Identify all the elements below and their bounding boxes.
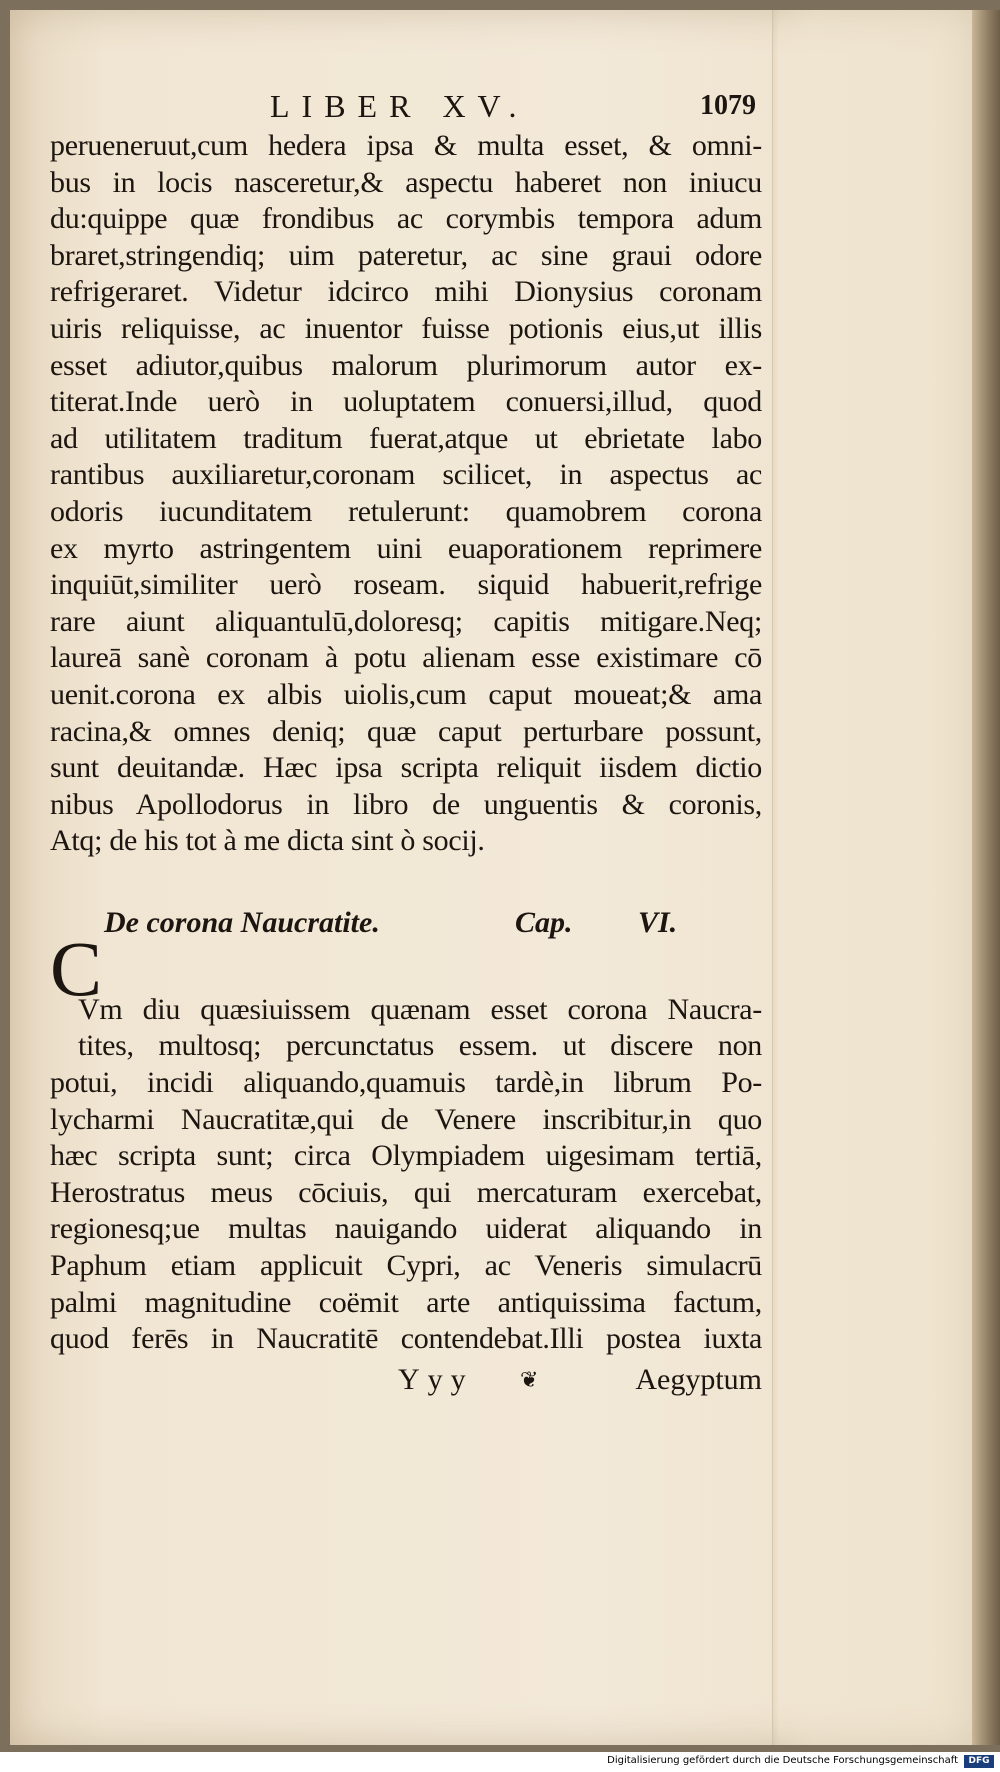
- text-line: sunt deuitandæ. Hæc ipsa scripta reliquit iisdem dictio: [50, 751, 762, 785]
- drop-capital: C: [50, 925, 103, 1012]
- paragraph-before-chapter: [50, 128, 762, 860]
- text-line: refrigeraret. Videtur idcirco mihi Dionysius coronam: [50, 275, 762, 309]
- signature-mark: Yyy: [398, 1362, 474, 1396]
- text-line: hæc scripta sunt; circa Olympiadem uigesimam tertiā,: [50, 1139, 762, 1173]
- page-number: 1079: [700, 90, 756, 121]
- text-line: nibus Apollodorus in libro de unguentis & coronis,: [50, 787, 762, 821]
- text-line: rantibus auxiliaretur,coronam scilicet, in aspectus ac: [50, 458, 762, 492]
- text-line: esset adiutor,quibus malorum plurimorum autor ex-: [50, 348, 762, 382]
- text-line: quod ferēs in Naucratitē contendebat.Illi postea iuxta: [50, 1322, 762, 1356]
- text-line: lycharmi Naucratitæ,qui de Venere inscribitur,in quo: [50, 1102, 762, 1136]
- digitization-credit: Digitalisierung gefördert durch die Deutsche Forschungsgemeinschaft: [607, 1755, 958, 1766]
- dfg-logo: DFG: [964, 1755, 994, 1768]
- text-line: titerat.Inde uerò in uoluptatem conuersi,illud, quod: [50, 385, 762, 419]
- text-line: braret,stringendiq; uim pateretur, ac sine graui odore: [50, 238, 762, 272]
- text-line: odoris iucunditatem retulerunt: quamobrem corona: [50, 494, 762, 528]
- text-line: palmi magnitudine coëmit arte antiquissima factum,: [50, 1285, 762, 1319]
- chapter-cap-label: Cap.: [515, 905, 573, 939]
- text-line: racina,& omnes deniq; quæ caput perturbare possunt,: [50, 714, 762, 748]
- digitization-credit-bar: [0, 1752, 1000, 1772]
- chapter-number: VI.: [638, 905, 678, 939]
- text-line: Herostratus meus cōciuis, qui mercaturam exercebat,: [50, 1175, 762, 1209]
- text-line: uenit.corona ex albis uiolis,cum caput moueat;& ama: [50, 677, 762, 711]
- text-line: inquiūt,similiter uerò roseam. siquid habuerit,refrige: [50, 568, 762, 602]
- text-line: tites, multosq; percunctatus essem. ut discere non: [78, 1029, 762, 1063]
- text-line: Vm diu quæsiuissem quænam esset corona Naucra-: [78, 992, 762, 1026]
- text-line: regionesq;ue multas nauigando uiderat aliquando in: [50, 1212, 762, 1246]
- fleuron-icon: ❦: [520, 1366, 539, 1392]
- text-line: potui, incidi aliquando,quamuis tardè,in librum Po-: [50, 1066, 762, 1100]
- text-line: uiris reliquisse, ac inuentor fuisse potionis eius,ut illis: [50, 311, 762, 345]
- text-line: ex myrto astringentem uini euaporationem reprimere: [50, 531, 762, 565]
- text-line: du:quippe quæ frondibus ac corymbis tempora adum: [50, 202, 762, 236]
- page-footer: [50, 1360, 762, 1400]
- text-line: laureā sanè coronam à potu alienam esse existimare cō: [50, 641, 762, 675]
- catchword: Aegyptum: [635, 1362, 762, 1396]
- text-line: Paphum etiam applicuit Cypri, ac Veneris simulacrū: [50, 1249, 762, 1283]
- text-line: Atq; de his tot à me dicta sint ò socij.: [50, 824, 485, 858]
- page-fold: [772, 10, 973, 1745]
- chapter-title: De corona Naucratite.: [104, 905, 380, 939]
- text-line: rare aiunt aliquantulū,doloresq; capitis mitigare.Neq;: [50, 604, 762, 638]
- text-line: bus in locis nasceretur,& aspectu haberet non iniucu: [50, 165, 762, 199]
- text-line: perueneruut,cum hedera ipsa & multa esset, & omni-: [50, 129, 762, 162]
- text-block: [50, 88, 762, 1400]
- chapter-heading: [50, 896, 762, 948]
- running-head: [50, 88, 762, 124]
- text-line: ad utilitatem traditum fuerat,atque ut ebrietate labo: [50, 421, 762, 455]
- running-title: LIBER XV.: [270, 88, 529, 124]
- page-edge: [972, 10, 1000, 1745]
- paragraph-after-chapter: [50, 992, 762, 1358]
